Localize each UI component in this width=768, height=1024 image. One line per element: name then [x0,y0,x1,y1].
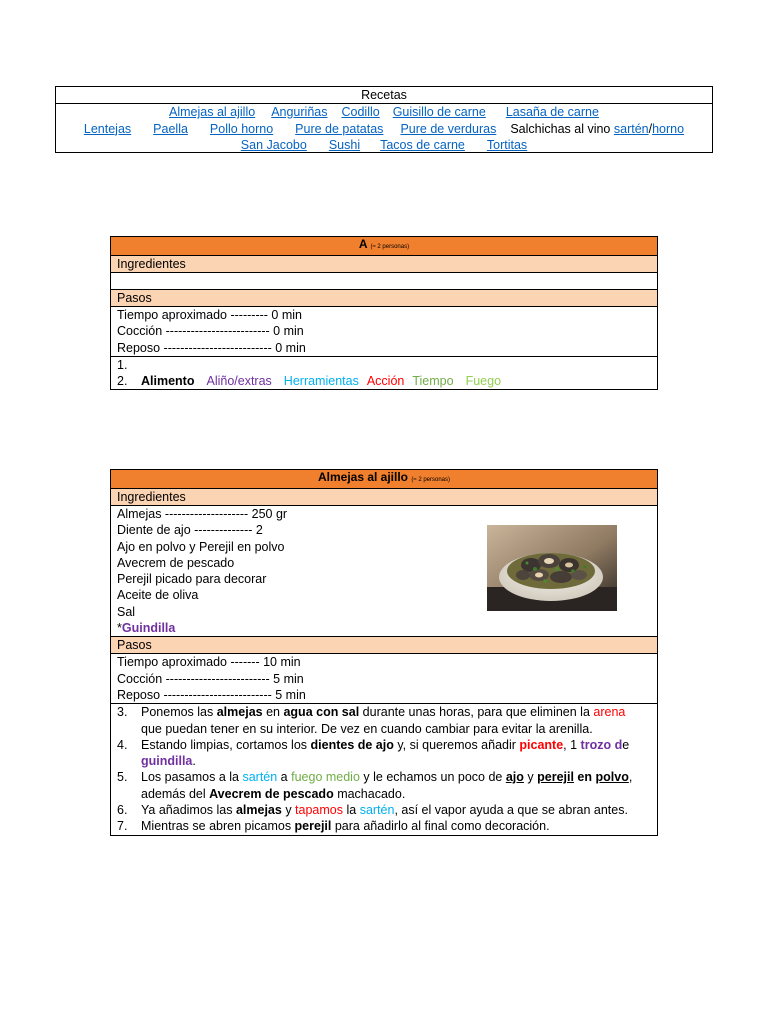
legend-alino: Aliño/extras [206,374,272,389]
almejas-dish-photo [487,525,617,611]
recipe-title: Almejas al ajillo [317,470,409,484]
ingredient-ajo: Diente de ajo -------------- 2 [117,523,263,538]
link-tacos[interactable]: Tacos de carne [380,138,465,152]
almejas-recipe-table [110,469,658,836]
link-codillo[interactable]: Codillo [341,105,380,119]
template-steps [111,356,658,390]
recipe-step-5: 5. Los pasamos a la sartén a fuego medio y le echamos un poco de ajo y perejil en polvo, además del Avecrem de pescado machacado. [117,770,633,801]
template-recipe-table [110,236,658,390]
link-almejas[interactable]: Almejas al ajillo [169,105,256,119]
recipe-steps [111,704,658,835]
ingredient-avecrem: Avecrem de pescado [117,555,235,570]
template-time-coccion: Cocción ------------------------- 0 min [117,324,304,339]
legend-fuego: Fuego [465,374,502,389]
link-tortitas[interactable]: Tortitas [486,138,528,152]
salchichas-label: Salchichas al vino [510,121,611,136]
template-steps-label: Pasos [111,290,658,307]
index-row-3 [56,137,712,154]
template-ingredients-empty [111,273,658,290]
template-servings: (≈ 2 personas) [370,244,410,250]
recipe-step-6: 6. Ya añadimos las almejas y tapamos la sartén, así el vapor ayuda a que se abran antes. [117,803,628,818]
legend-accion: Acción [366,374,405,389]
ingredient-aceite: Aceite de oliva [117,588,199,603]
recipe-time-reposo: Reposo -------------------------- 5 min [117,687,306,702]
template-time-total: Tiempo aproximado --------- 0 min [117,308,302,322]
salchichas-sep: / [648,121,653,136]
link-pure-patatas[interactable]: Pure de patatas [295,121,384,136]
template-ingredients-label: Ingredientes [111,256,658,273]
ingredient-almejas: Almejas -------------------- 250 gr [117,507,288,521]
link-lentejas[interactable]: Lentejas [83,121,132,136]
link-pure-verduras[interactable]: Pure de verduras [400,121,497,136]
recipe-step-4: 4. Estando limpias, cortamos los dientes de ajo y, si queremos añadir picante, 1 trozo de guindilla. [117,737,630,769]
recipe-index [55,86,713,153]
template-title: A [358,237,368,251]
legend-alimento: Alimento [141,374,195,389]
link-pollo-horno[interactable]: Pollo horno [209,121,274,136]
ingredient-perejil: Perejil picado para decorar [117,572,267,587]
template-time-reposo: Reposo -------------------------- 0 min [117,340,306,355]
index-title: Recetas [56,87,712,104]
template-header [111,237,658,256]
link-salchichas-sarten[interactable]: sartén [613,121,649,136]
link-lasana[interactable]: Lasaña de carne [505,105,599,119]
index-row-2 [56,121,712,138]
recipe-header [111,470,658,489]
link-sushi[interactable]: Sushi [328,138,361,152]
ingredient-sal: Sal [117,604,136,619]
index-row-1 [56,104,712,121]
ingredient-polvos: Ajo en polvo y Perejil en polvo [117,539,285,554]
template-times [111,307,658,357]
recipe-time-total: Tiempo aproximado ------- 10 min [117,655,301,670]
recipe-steps-label: Pasos [111,637,658,654]
template-step-2-legend: 2. Alimento Aliño/extras Herramientas Acción Tiempo Fuego [117,374,502,389]
recipe-step-7: 7. Mientras se abren picamos perejil para añadirlo al final como decoración. [117,819,550,834]
recipe-step-3: 3. Ponemos las almejas en agua con sal durante unas horas, para que eliminen la arena que puedan tener en su interior. De vez en cuando cambiar para evitar la arenilla. [117,705,626,736]
template-step-1: 1. [117,357,128,372]
recipe-times [111,654,658,704]
link-san-jacobo[interactable]: San Jacobo [240,138,307,152]
link-paella[interactable]: Paella [153,121,188,136]
recipe-ingredients-label: Ingredientes [111,489,658,506]
recipe-time-coccion: Cocción ------------------------- 5 min [117,671,304,686]
legend-herramientas: Herramientas [283,374,359,389]
recipe-servings: (≈ 2 personas) [411,477,451,483]
link-guisillo[interactable]: Guisillo de carne [392,105,486,119]
ingredient-guindilla: *Guindilla [117,621,176,636]
link-salchichas-horno[interactable]: horno [652,121,685,136]
legend-tiempo: Tiempo [412,374,454,389]
link-angurinas[interactable]: Anguriñas [271,105,328,119]
